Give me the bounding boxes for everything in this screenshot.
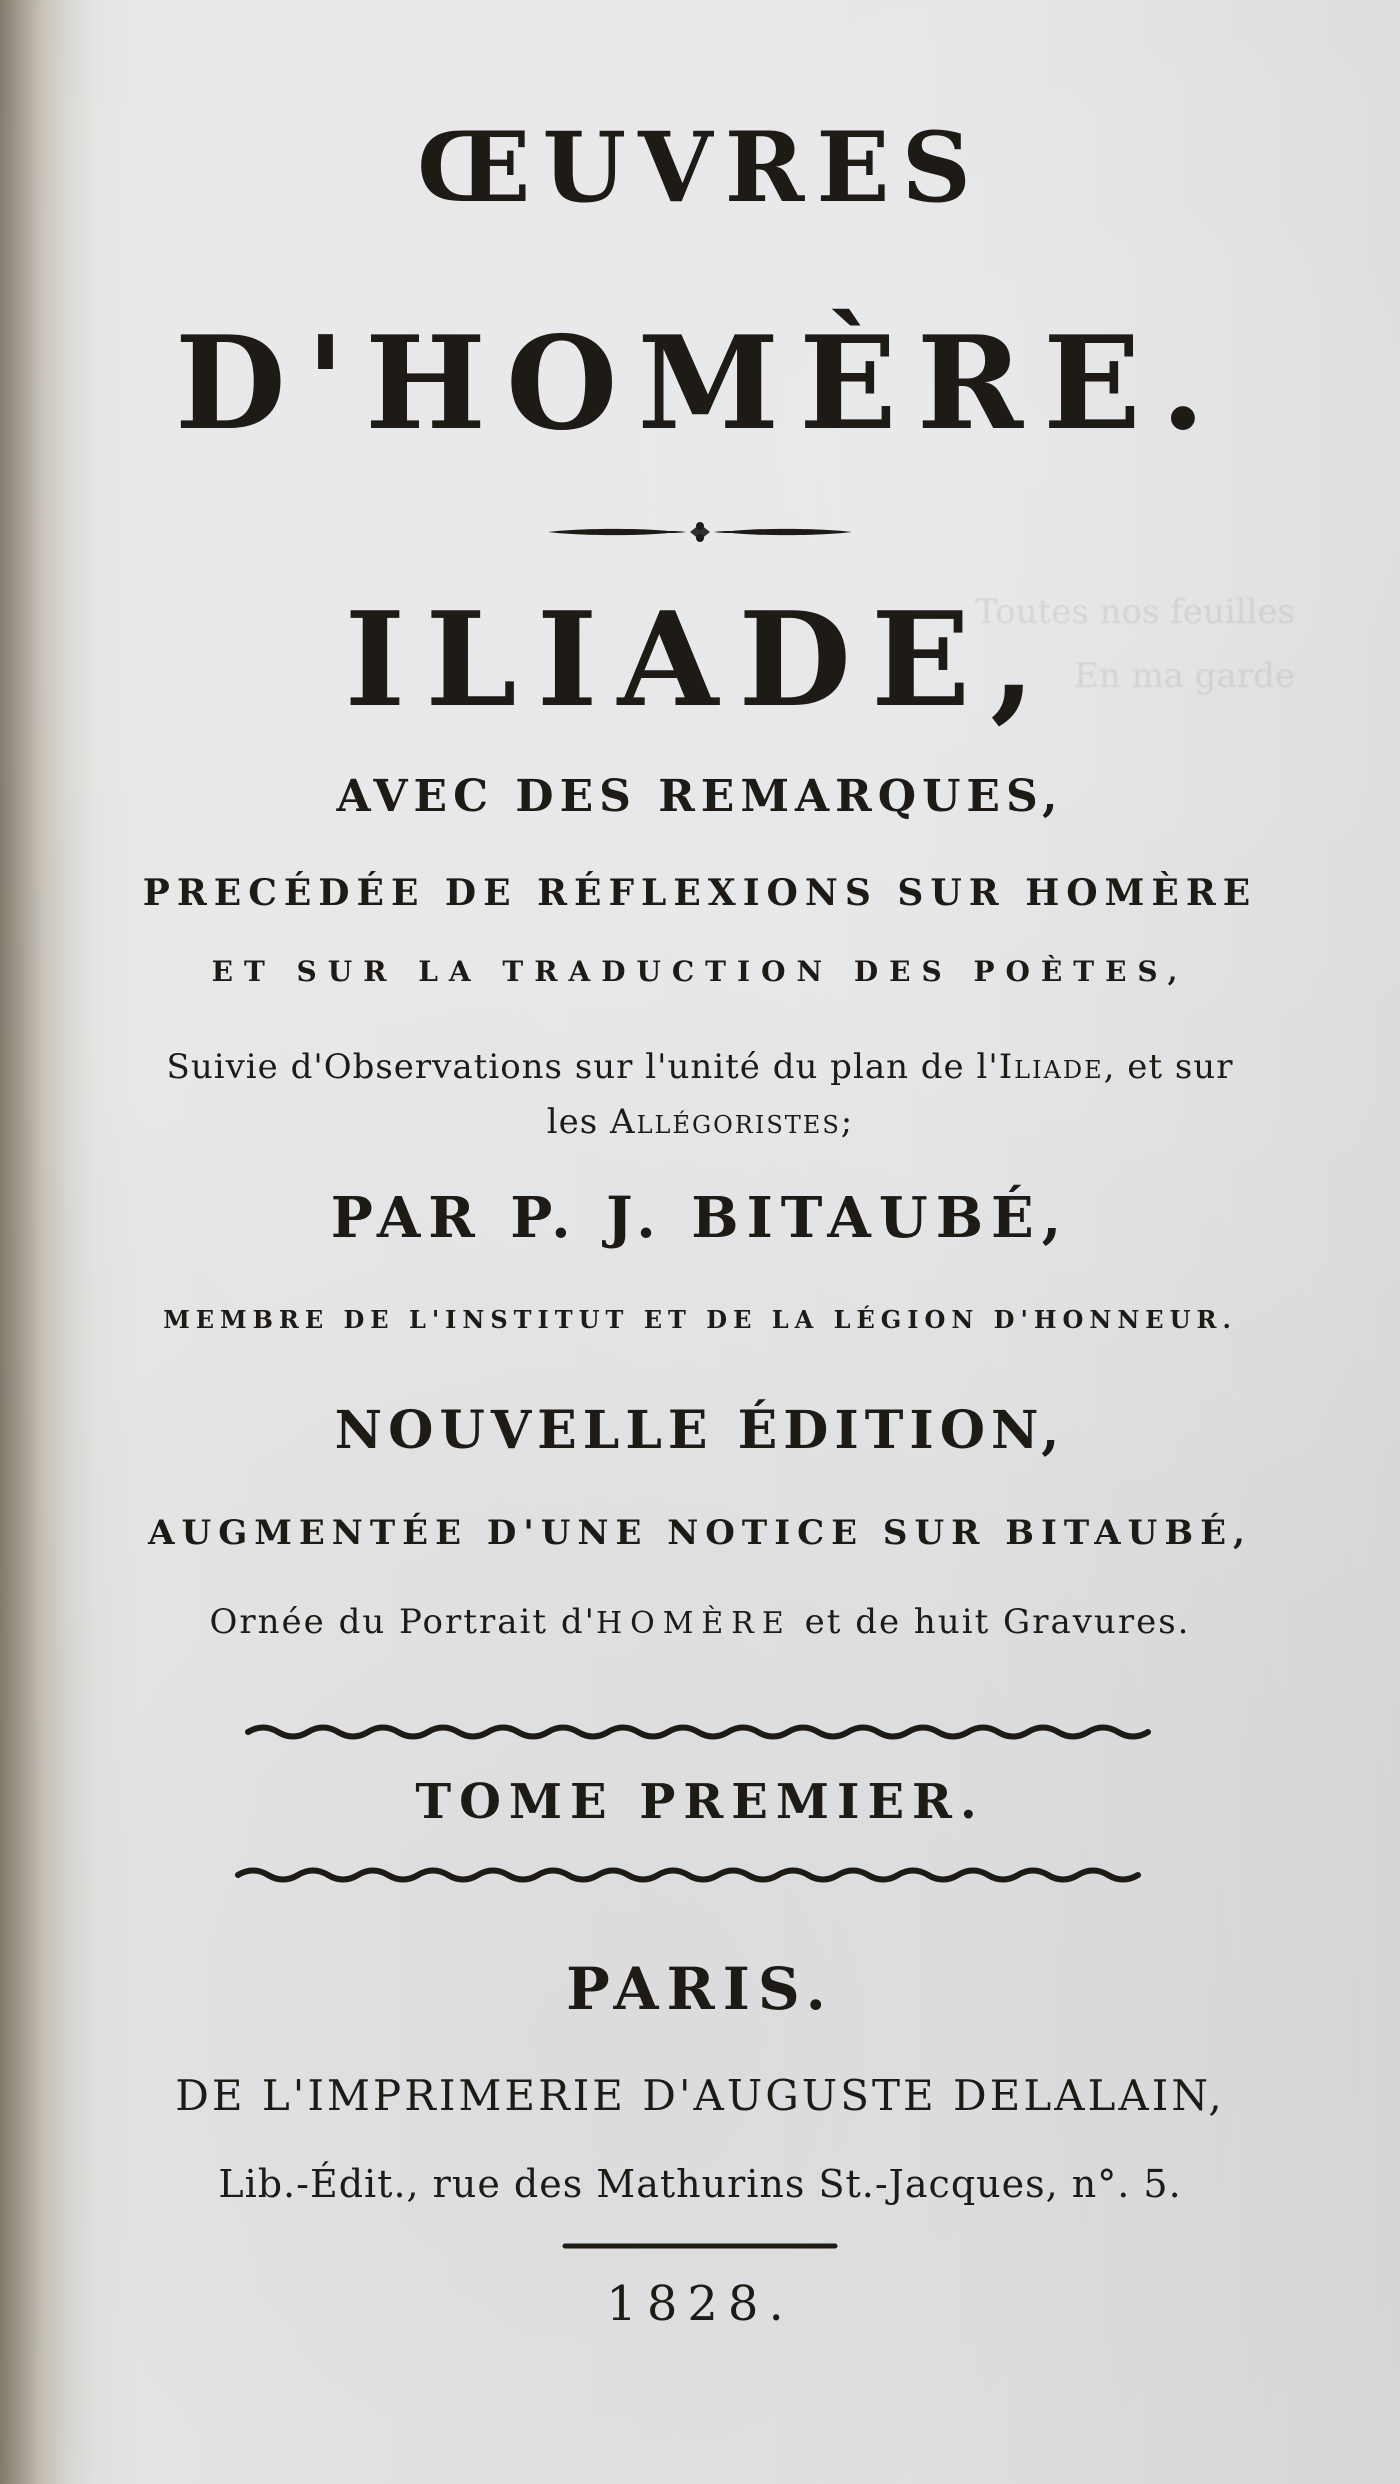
imprint-year: 1828. <box>606 2276 794 2332</box>
edition-illustrations-part-c: et de huit Gravures. <box>791 1602 1191 1642</box>
wave-rule-icon <box>0 1863 1400 1887</box>
subtitle-suivie-2 <box>40 1102 1360 1142</box>
main-title-line-1: ŒUVRES <box>417 111 983 224</box>
author-membership: MEMBRE DE L'INSTITUT ET DE LA LÉGION D'HONNEUR. <box>163 1305 1237 1334</box>
subtitle-line-2: PRECÉDÉE DE RÉFLEXIONS SUR HOMÈRE <box>142 872 1258 914</box>
main-title-line-2: D'HOMÈRE. <box>174 309 1226 459</box>
subtitle-suivie-2-part-a: les <box>546 1102 611 1142</box>
subtitle-suivie-part-a: Suivie d'Observations sur l'unité du plan de l' <box>166 1047 999 1087</box>
subtitle-suivie-2-part-b: Allégoristes <box>610 1102 841 1142</box>
imprint-address: Lib.-Édit., rue des Mathurins St.-Jacques, n°. 5. <box>218 2162 1182 2206</box>
subtitle-suivie-2-part-c: ; <box>840 1102 854 1142</box>
wave-rule-bottom <box>0 1863 1400 1887</box>
rule-icon <box>0 2238 1400 2254</box>
top-ornament <box>0 512 1400 552</box>
imprint-printer: DE L'IMPRIMERIE D'AUGUSTE DELALAIN, <box>175 2071 1225 2120</box>
ornament-icon <box>0 512 1400 552</box>
edition-notice: AUGMENTÉE D'UNE NOTICE SUR BITAUBÉ, <box>148 1513 1252 1553</box>
show-through-text: Toutes nos feuilles En ma garde <box>975 592 1295 696</box>
author-byline: PAR P. J. BITAUBÉ, <box>330 1185 1070 1251</box>
edition-illustrations-part-b: HOMÈRE <box>595 1606 792 1641</box>
volume-title: TOME PREMIER. <box>415 1774 985 1830</box>
work-title: ILIADE, <box>344 583 1056 736</box>
edition-title: NOUVELLE ÉDITION, <box>334 1400 1066 1461</box>
subtitle-suivie-part-c: , et sur <box>1103 1047 1234 1087</box>
subtitle-line-1: AVEC DES REMARQUES, <box>336 771 1064 822</box>
wave-rule-icon <box>0 1720 1400 1744</box>
short-rule <box>0 2238 1400 2254</box>
edition-illustrations-part-a: Ornée du Portrait d' <box>209 1602 596 1642</box>
edition-illustrations <box>40 1602 1360 1642</box>
subtitle-line-3: ET SUR LA TRADUCTION DES POÈTES, <box>211 955 1189 988</box>
wave-rule-top <box>0 1720 1400 1744</box>
imprint-city: PARIS. <box>566 1955 834 2023</box>
subtitle-suivie <box>40 1047 1360 1087</box>
subtitle-suivie-part-b: Iliade <box>998 1047 1104 1087</box>
